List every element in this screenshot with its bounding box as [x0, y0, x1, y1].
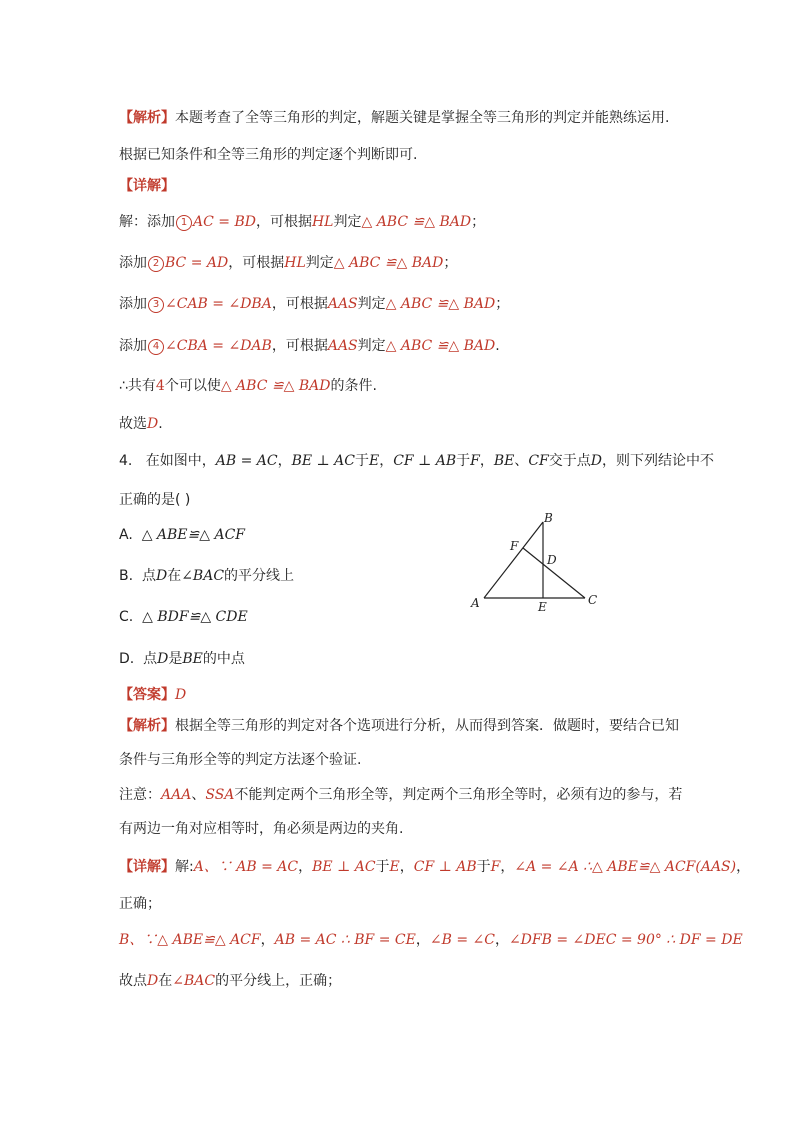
d2-math: BE ⊥ AC	[312, 859, 376, 875]
d2-math: ∠BAC	[172, 973, 216, 989]
total-line	[119, 376, 377, 396]
answer-line	[119, 685, 186, 705]
q-math: D	[590, 453, 603, 469]
item-prefix: 添加	[119, 296, 147, 312]
analysis-text-2: 根据已知条件和全等三角形的判定逐个判断即可.	[119, 147, 418, 163]
note-prefix: 注意：	[119, 787, 161, 803]
total-mid: 个可以使	[164, 378, 221, 394]
item-judge: 判定	[305, 255, 334, 271]
item-judge: 判定	[357, 338, 386, 354]
d2-text: 的平分线上，正确；	[215, 973, 342, 989]
item-triangles: △ ABC ≌△ BAD	[385, 296, 496, 312]
question-4-line-1	[119, 451, 714, 471]
q-text: ，则下列结论中不	[602, 453, 715, 469]
analysis-line-2	[119, 145, 417, 165]
analysis2-text: 根据全等三角形的判定对各个选项进行分析，从而得到答案．做题时，要结合已知	[175, 718, 679, 734]
question-text-2: 正确的是( )	[119, 492, 191, 508]
d2-text: ，	[736, 859, 751, 875]
detail2-prefix: 解:	[175, 859, 194, 875]
d2-math: ∠A = ∠A ∴△ ABE≌△ ACF(AAS)	[514, 859, 737, 875]
total-end: 的条件.	[330, 378, 377, 394]
analysis-line-1	[119, 108, 669, 128]
detail2-correct: 正确；	[119, 896, 161, 912]
detail2-tag: 【详解】	[119, 859, 175, 875]
item-condition: BC = AD	[165, 255, 229, 271]
circled-number-1: 1	[176, 215, 192, 231]
choose-end: .	[158, 416, 163, 432]
choose-answer: D	[147, 416, 159, 432]
q-text: ，	[277, 453, 292, 469]
detail-item-2	[119, 253, 457, 273]
d2-text: 故点	[119, 973, 147, 989]
d2-text: 于	[476, 859, 491, 875]
item-mid: ，可根据	[228, 255, 285, 271]
d2-text: ，	[494, 932, 509, 948]
label-e: E	[538, 600, 547, 614]
detail2-b-math: B、∵△ ABE≌△ ACF	[119, 932, 261, 948]
option-math: △ BDF≌△ CDE	[142, 609, 248, 625]
answer-tag: 【答案】	[119, 687, 175, 703]
q-math: F	[470, 453, 480, 469]
item-mid: ，可根据	[255, 214, 312, 230]
circled-number-2: 2	[148, 256, 164, 272]
item-end: ；	[495, 296, 510, 312]
item-triangles: △ ABC ≌△ BAD	[333, 255, 444, 271]
d2-text: 于	[375, 859, 390, 875]
circled-number-3: 3	[148, 297, 164, 313]
item-prefix: 添加	[119, 338, 147, 354]
d2-text: ，	[415, 932, 430, 948]
total-prefix: ∴共有	[119, 378, 156, 394]
option-d	[119, 649, 245, 669]
d2-text: ，	[260, 932, 275, 948]
q-math: CF ⊥ AB	[393, 453, 457, 469]
side-ab	[484, 522, 543, 598]
option-math: D	[155, 568, 168, 584]
option-math: D	[157, 651, 169, 667]
note-math-2: SSA	[205, 787, 235, 803]
item-rule: AAS	[327, 338, 358, 354]
item-triangles: △ ABC ≌△ BAD	[361, 214, 472, 230]
option-pre: 点	[143, 651, 158, 667]
note-line-2	[119, 819, 403, 839]
analysis-tag: 【解析】	[119, 110, 175, 126]
q-text: ，	[479, 453, 494, 469]
q-text: ，	[379, 453, 394, 469]
total-number: 4	[155, 378, 165, 394]
detail2-line-3	[119, 930, 743, 950]
item-prefix: 添加	[119, 255, 147, 271]
d2-math: CF ⊥ AB	[413, 859, 477, 875]
option-a	[119, 525, 245, 545]
analysis2-text-2: 条件与三角形全等的判定方法逐个验证.	[119, 752, 362, 768]
analysis2-tag: 【解析】	[119, 718, 175, 734]
d2-text: ，	[500, 859, 515, 875]
question-number: 4.	[119, 453, 133, 469]
item-mid: ，可根据	[271, 296, 328, 312]
detail2-math: A、∵ AB = AC	[193, 859, 299, 875]
item-condition: ∠CBA = ∠DAB	[165, 338, 272, 354]
option-post: 的平分线上	[224, 568, 295, 584]
q-math: E	[368, 453, 380, 469]
analysis-text: 本题考查了全等三角形的判定，解题关键是掌握全等三角形的判定并能熟练运用.	[175, 110, 670, 126]
option-label: C.	[119, 609, 134, 625]
q-text: 于	[354, 453, 369, 469]
detail2-line-2	[119, 894, 161, 914]
detail-item-1	[119, 212, 485, 232]
analysis2-line-2	[119, 750, 361, 770]
item-mid: ，可根据	[271, 338, 328, 354]
detail2-line-4	[119, 971, 341, 991]
note-text-2: 有两边一角对应相等时，角必须是两边的夹角.	[119, 821, 404, 837]
note-text: 不能判定两个三角形全等，判定两个三角形全等时，必须有边的参与，若	[234, 787, 683, 803]
item-rule: AAS	[327, 296, 358, 312]
note-sep: 、	[191, 787, 206, 803]
item-condition: ∠CAB = ∠DBA	[165, 296, 272, 312]
option-pre: 点	[141, 568, 156, 584]
d2-math: ∠DFB = ∠DEC = 90° ∴ DF = DE	[508, 932, 743, 948]
detail-item-4	[119, 336, 500, 356]
option-label: B.	[119, 568, 134, 584]
item-judge: 判定	[357, 296, 386, 312]
q-text: 于	[456, 453, 471, 469]
item-condition: AC = BD	[193, 214, 256, 230]
option-math-2: ∠BAC	[181, 568, 225, 584]
q-text: 、	[514, 453, 529, 469]
d2-text: ，	[399, 859, 414, 875]
d2-math: F	[490, 859, 501, 875]
label-c: C	[588, 593, 598, 607]
option-mid: 在	[167, 568, 182, 584]
item-end: ；	[471, 214, 486, 230]
note-math-1: AAA	[161, 787, 192, 803]
label-f: F	[510, 539, 519, 553]
option-b	[119, 566, 294, 586]
d2-math: ∠B = ∠C	[429, 932, 495, 948]
item-rule: HL	[284, 255, 306, 271]
option-mid: 是	[168, 651, 183, 667]
detail-tag: 【详解】	[119, 178, 175, 194]
choose-prefix: 故选	[119, 416, 147, 432]
option-math: △ ABE≌△ ACF	[141, 527, 246, 543]
item-triangles: △ ABC ≌△ BAD	[385, 338, 496, 354]
q-math: AB = AC	[215, 453, 278, 469]
question-4-line-2	[119, 490, 190, 510]
d2-text: 在	[158, 973, 173, 989]
d2-text: ，	[298, 859, 313, 875]
option-post: 的中点	[202, 651, 245, 667]
option-label: D.	[119, 651, 135, 667]
item-rule: HL	[311, 214, 334, 230]
label-d: D	[547, 553, 557, 567]
detail2-line-1	[119, 857, 750, 877]
q-text: 在如图中，	[145, 453, 216, 469]
q-text: 交于点	[548, 453, 591, 469]
option-label: A.	[119, 527, 133, 543]
d2-math: D	[147, 973, 159, 989]
item-end: .	[495, 338, 500, 354]
item-judge: 判定	[333, 214, 362, 230]
circled-number-4: 4	[148, 339, 164, 355]
detail-item-3	[119, 294, 509, 314]
option-math-2: BE	[182, 651, 203, 667]
item-end: ；	[443, 255, 458, 271]
detail-heading-1	[119, 176, 175, 196]
analysis2-line-1	[119, 716, 679, 736]
item-prefix: 解：添加	[119, 214, 175, 230]
d2-math: AB = AC ∴ BF = CE	[274, 932, 416, 948]
triangle-figure	[468, 508, 608, 614]
choose-line	[119, 414, 163, 434]
answer-value: D	[175, 687, 187, 703]
option-c	[119, 607, 248, 627]
d2-math: E	[389, 859, 400, 875]
q-math: BE	[493, 453, 515, 469]
q-math: BE ⊥ AC	[291, 453, 355, 469]
note-line-1	[119, 785, 682, 805]
q-math: CF	[528, 453, 549, 469]
total-triangles: △ ABC ≌△ BAD	[220, 378, 331, 394]
label-a: A	[471, 596, 480, 610]
label-b: B	[544, 511, 553, 525]
